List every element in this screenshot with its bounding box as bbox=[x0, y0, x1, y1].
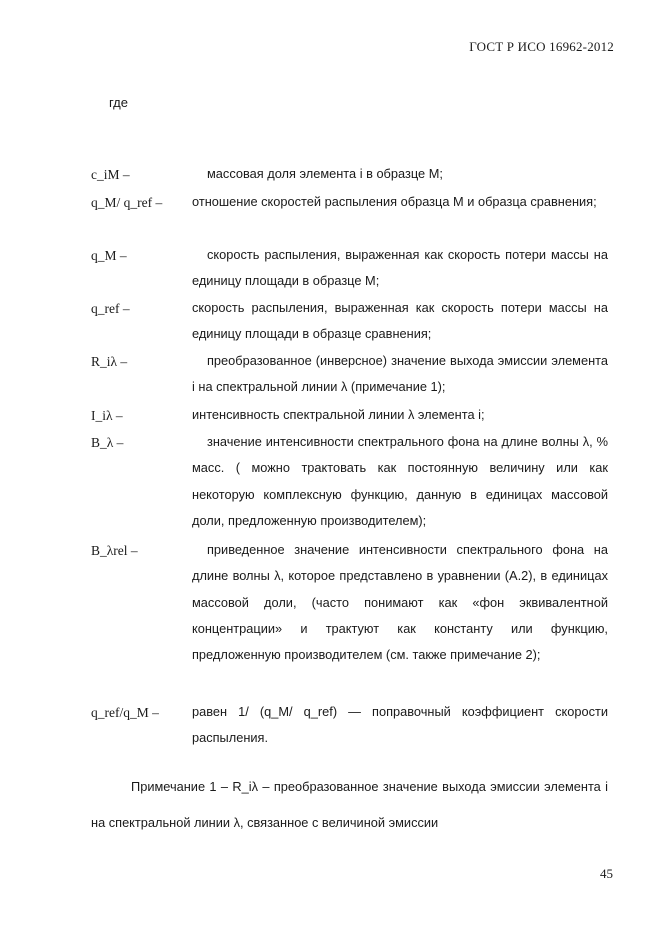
definition-text: равен 1/ (q_M/ q_ref) — поправочный коэффициент скорости распыления. bbox=[192, 704, 608, 746]
page-header-standard: ГОСТ Р ИСО 16962-2012 bbox=[469, 39, 614, 54]
definition-text: интенсивность спектральной линии λ элемента i; bbox=[192, 407, 485, 422]
definition-term: B_λrel – bbox=[91, 543, 138, 558]
definition-text: значение интенсивности спектрального фона на длине волны λ, % масс. ( можно трактовать как постоянную величину или как некоторую комплексную функцию, данную в единицах массовой доли, предложенную производителем); bbox=[192, 434, 608, 528]
definition-text: приведенное значение интенсивности спектрального фона на длине волны λ, которое представлено в уравнении (А.2), в единицах массовой доли, (часто понимают как «фон эквивалентной концентрации» и трактуют как константу или функцию, предложенную производителем (см. также примечание 2); bbox=[192, 542, 608, 663]
intro-word: где bbox=[109, 95, 128, 110]
note-paragraph: Примечание 1 – R_iλ – преобразованное значение выхода эмиссии элемента i на спектральной линии λ, связанное с величиной эмиссии bbox=[91, 779, 608, 830]
definition-text: скорость распыления, выраженная как скорость потери массы на единицу площади в образце M; bbox=[192, 247, 608, 289]
definition-text: массовая доля элемента i в образце M; bbox=[207, 166, 443, 181]
definition-term: q_M – bbox=[91, 248, 127, 263]
definition-text: преобразованное (инверсное) значение выхода эмиссии элемента i на спектральной линии λ (примечание 1); bbox=[192, 353, 608, 395]
definition-term: q_ref – bbox=[91, 301, 130, 316]
definition-term: R_iλ – bbox=[91, 354, 128, 369]
definition-text: скорость распыления, выраженная как скорость потери массы на единицу площади в образце сравнения; bbox=[192, 300, 608, 342]
definition-term: I_iλ – bbox=[91, 408, 123, 423]
definition-term: q_ref/q_M – bbox=[91, 705, 159, 720]
definition-text: отношение скоростей распыления образца M и образца сравнения; bbox=[192, 194, 597, 209]
page-number: 45 bbox=[600, 866, 613, 881]
definition-term: B_λ – bbox=[91, 435, 124, 450]
definition-term: q_M/ q_ref – bbox=[91, 195, 163, 210]
definition-term: c_iM – bbox=[91, 167, 130, 182]
